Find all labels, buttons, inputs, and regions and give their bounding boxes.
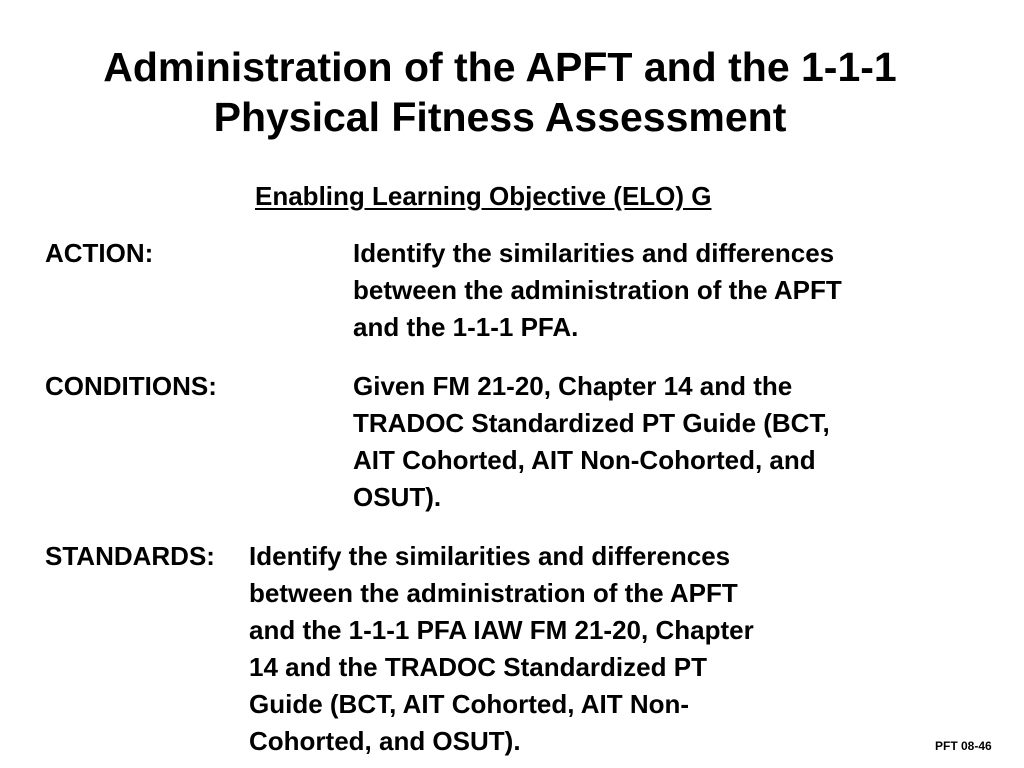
action-line: and the 1-1-1 PFA. [353,312,579,342]
slide-title-line-1: Administration of the APFT and the 1-1-1 [103,44,897,90]
slide-title [0,42,1000,142]
standards-line: between the administration of the APFT [249,578,738,608]
action-line: between the administration of the APFT [353,275,842,305]
standards-line: 14 and the TRADOC Standardized PT [249,652,707,682]
action-text [353,235,842,346]
standards-text [249,538,754,760]
conditions-line: TRADOC Standardized PT Guide (BCT, [353,408,830,438]
standards-label: STANDARDS: [45,541,215,571]
conditions-line: OSUT). [353,482,442,512]
conditions-text [353,368,830,516]
standards-line: Cohorted, and OSUT). [249,726,521,756]
conditions-label: CONDITIONS: [45,371,217,401]
standards-line: Guide (BCT, AIT Cohorted, AIT Non- [249,689,690,719]
conditions-line: AIT Cohorted, AIT Non-Cohorted, and [353,445,816,475]
conditions-line: Given FM 21-20, Chapter 14 and the [353,371,793,401]
action-label: ACTION: [45,238,154,268]
standards-line: and the 1-1-1 PFA IAW FM 21-20, Chapter [249,615,754,645]
action-line: Identify the similarities and differences [353,238,835,268]
elo-subtitle: Enabling Learning Objective (ELO) G [255,181,712,211]
standards-line: Identify the similarities and differences [249,541,731,571]
slide-code: PFT 08-46 [935,739,992,753]
slide-title-line-2: Physical Fitness Assessment [213,94,787,140]
